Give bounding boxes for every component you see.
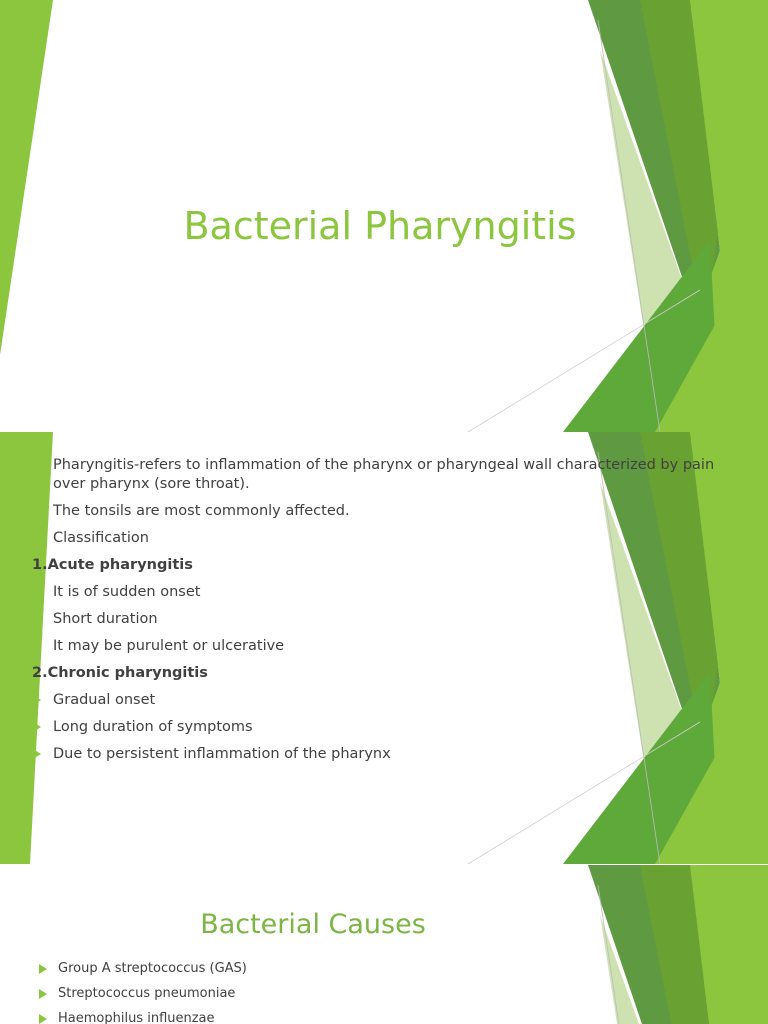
bullet-item: [32, 456, 722, 494]
triangle-bullet-icon: [33, 722, 41, 732]
item-text: 1.Acute pharyngitis: [32, 557, 193, 573]
triangle-bullet-icon: [33, 506, 41, 516]
item-text: Classification: [53, 530, 149, 546]
section-heading: [32, 664, 722, 683]
bullet-item: [32, 718, 722, 737]
triangle-bullet-icon: [39, 1014, 47, 1024]
bullet-item: [32, 502, 722, 521]
item-text: Gradual onset: [53, 692, 156, 708]
triangle-bullet-icon: [33, 460, 41, 470]
bullet-item: [32, 637, 722, 656]
bullet-item: [38, 986, 538, 1002]
item-text: It is of sudden onset: [53, 584, 201, 600]
slide-pharyngitis-details: [0, 432, 768, 864]
bullet-item: [32, 745, 722, 764]
slide-title: [0, 0, 768, 432]
triangle-bullet-icon: [33, 614, 41, 624]
causes-list: [38, 961, 538, 1024]
triangle-bullet-icon: [33, 695, 41, 705]
triangle-bullet-icon: [33, 587, 41, 597]
bullet-item: [32, 691, 722, 710]
item-text: 2.Chronic pharyngitis: [32, 665, 208, 681]
slide-bacterial-causes: [0, 865, 768, 1024]
bullet-item: [38, 1011, 538, 1024]
slide-heading: Bacterial Causes: [200, 909, 426, 940]
bullet-item: [32, 529, 722, 548]
triangle-bullet-icon: [33, 749, 41, 759]
triangle-bullet-icon: [39, 964, 47, 974]
triangle-bullet-icon: [39, 989, 47, 999]
triangle-bullet-icon: [33, 641, 41, 651]
content-list: [32, 456, 722, 772]
item-text: Due to persistent inflammation of the pharynx: [53, 746, 391, 762]
item-text: It may be purulent or ulcerative: [53, 638, 285, 654]
item-text: Short duration: [53, 611, 158, 627]
bullet-item: [38, 961, 538, 977]
bullet-item: [32, 610, 722, 629]
item-text: Pharyngitis-refers to inflammation of the pharynx or pharyngeal wall characterized by pain over pharynx (sore throat).: [53, 457, 715, 492]
item-text: Group A streptococcus (GAS): [58, 961, 247, 976]
item-text: The tonsils are most commonly affected.: [53, 503, 350, 519]
item-text: Long duration of symptoms: [53, 719, 253, 735]
section-heading: [32, 556, 722, 575]
triangle-bullet-icon: [33, 533, 41, 543]
bullet-item: [32, 583, 722, 602]
slide-title-text: Bacterial Pharyngitis: [183, 204, 577, 248]
item-text: Streptococcus pneumoniae: [58, 986, 236, 1001]
item-text: Haemophilus influenzae: [58, 1011, 215, 1024]
